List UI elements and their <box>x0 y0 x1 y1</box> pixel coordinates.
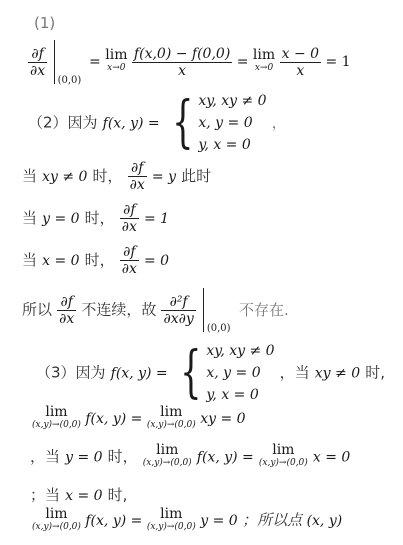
part2-line2 <box>22 202 169 235</box>
limit <box>147 508 196 534</box>
text: 当 <box>22 167 38 185</box>
frac-den: ∂x <box>30 62 46 79</box>
function: f(x, y) = <box>85 411 143 427</box>
frac-den: ∂x <box>121 261 137 277</box>
eval-bar <box>203 288 231 334</box>
frac-num: ∂f <box>128 160 147 177</box>
part3-line4 <box>32 508 342 534</box>
result: = 1 <box>325 54 351 70</box>
partial-f-x <box>57 294 76 327</box>
limit <box>259 444 308 470</box>
partial-f-x <box>28 46 47 79</box>
frac-den: x <box>178 62 187 79</box>
condition: xy ≠ 0 <box>42 169 88 185</box>
lim-word: lim <box>160 506 183 522</box>
piecewise <box>165 90 267 156</box>
part3-definition <box>36 340 385 406</box>
rhs: xy = 0 <box>200 411 246 427</box>
brace-icon: { <box>171 90 194 155</box>
condition: y = 0 <box>42 211 80 227</box>
case-3: y, x = 0 <box>198 137 251 153</box>
frac-den: ∂x <box>129 177 145 193</box>
eval-bar <box>54 40 82 86</box>
lim-sub: (x,y)→(0,0) <box>146 522 196 532</box>
part2-line4 <box>22 288 289 332</box>
case-3: y, x = 0 <box>206 387 259 403</box>
rhs: = 1 <box>144 211 170 227</box>
lim-word: lim <box>252 47 276 63</box>
text: ，当 <box>279 363 310 382</box>
difference-quotient <box>132 46 232 79</box>
frac-num: ∂f <box>120 202 139 219</box>
lim-word: lim <box>156 442 179 458</box>
piecewise <box>173 340 275 406</box>
text: 此时 <box>181 167 212 185</box>
condition: xy ≠ 0 <box>314 365 361 382</box>
lim-word: lim <box>45 506 68 522</box>
part3-line1 <box>32 406 246 432</box>
lim-sub: (x,y)→(0,0) <box>258 458 308 468</box>
frac-den: ∂x <box>121 219 137 235</box>
partial-f-x <box>120 244 139 277</box>
rhs: = 0 <box>143 253 170 269</box>
part1-equation: $\frac{\partial f}{\partial x}$ (0,0) = lim x→0 $\frac{f(x,0) - f(0,0)}{x}$ = lim x→0 $\frac{x - 0}{x}$ = 1 <box>28 40 351 84</box>
lim-sub: (x,y)→(0,0) <box>32 420 81 430</box>
function: f(x, y) = <box>85 513 143 529</box>
simplified-quotient <box>280 46 321 79</box>
part2-label: （2）因为 <box>28 113 98 132</box>
text: ；所以点 <box>242 511 303 529</box>
eval-point: (0,0) <box>206 323 231 334</box>
case-1: xy, xy ≠ 0 <box>198 93 267 109</box>
text: 时， <box>84 251 115 269</box>
frac-num: f(x,0) − f(0,0) <box>133 45 231 62</box>
function: f(x, y) = <box>196 449 254 466</box>
text: 时, <box>107 486 128 504</box>
lim-sub: (x,y)→(0,0) <box>146 420 196 430</box>
rhs: y = 0 <box>200 513 238 529</box>
text: 时， <box>92 167 123 185</box>
limit-2 <box>253 49 275 75</box>
text: ，当 <box>30 447 61 466</box>
limit <box>147 406 196 432</box>
partial-f-x <box>120 202 139 235</box>
limit <box>143 444 192 470</box>
second-partial <box>161 294 195 327</box>
function-name: f(x, y) = <box>110 365 168 382</box>
lim-sub: (x,y)→(0,0) <box>142 458 192 468</box>
frac-num: x − 0 <box>281 45 320 62</box>
frac-num: ∂f <box>57 294 76 311</box>
eval-point: (0,0) <box>57 75 82 86</box>
text: 所以 <box>22 300 53 319</box>
limit-1 <box>105 49 127 75</box>
frac-num: ∂f <box>28 46 47 63</box>
frac-num: ∂²f <box>161 294 195 311</box>
text: 时, <box>365 363 385 382</box>
frac-num: ∂f <box>120 244 139 261</box>
text: ；当 <box>30 486 61 504</box>
text: 当 <box>22 251 38 269</box>
limit <box>32 406 81 432</box>
limit <box>32 508 81 534</box>
partial-f-x <box>128 160 147 193</box>
part3-line2 <box>30 444 350 470</box>
case-2: x, y = 0 <box>198 115 253 131</box>
case-2: x, y = 0 <box>206 365 261 381</box>
part2-line3 <box>22 244 169 277</box>
case-1: xy, xy ≠ 0 <box>206 343 275 359</box>
condition: x = 0 <box>65 488 103 504</box>
text: 不连续，故 <box>81 300 157 319</box>
lim-word: lim <box>160 404 183 420</box>
lim-sub: (x,y)→(0,0) <box>32 522 81 532</box>
frac-den: ∂x <box>59 310 75 327</box>
comma: ， <box>271 113 287 132</box>
text: 不存在. <box>238 300 289 319</box>
lim-word: lim <box>105 47 128 63</box>
rhs: = y <box>151 169 176 185</box>
lim-sub: x→0 <box>107 63 126 73</box>
brace-icon: { <box>179 340 202 405</box>
rhs: x = 0 <box>312 449 351 466</box>
text: 时， <box>84 209 115 227</box>
condition: y = 0 <box>65 449 103 466</box>
point: (x, y) <box>306 513 343 529</box>
text: 时， <box>107 447 138 466</box>
part3-line3 <box>30 484 127 505</box>
frac-den: ∂x∂y <box>163 310 194 327</box>
part2-definition <box>28 90 287 156</box>
condition: x = 0 <box>42 253 80 269</box>
part1-label: (1) <box>34 14 56 32</box>
part3-label: （3）因为 <box>36 363 106 382</box>
lim-word: lim <box>272 442 295 458</box>
lim-sub: x→0 <box>254 63 274 73</box>
lim-word: lim <box>45 404 68 420</box>
text: 当 <box>22 209 38 227</box>
function-name: f(x, y) = <box>102 115 160 132</box>
part2-line1 <box>22 160 211 193</box>
frac-den: x <box>296 62 305 79</box>
